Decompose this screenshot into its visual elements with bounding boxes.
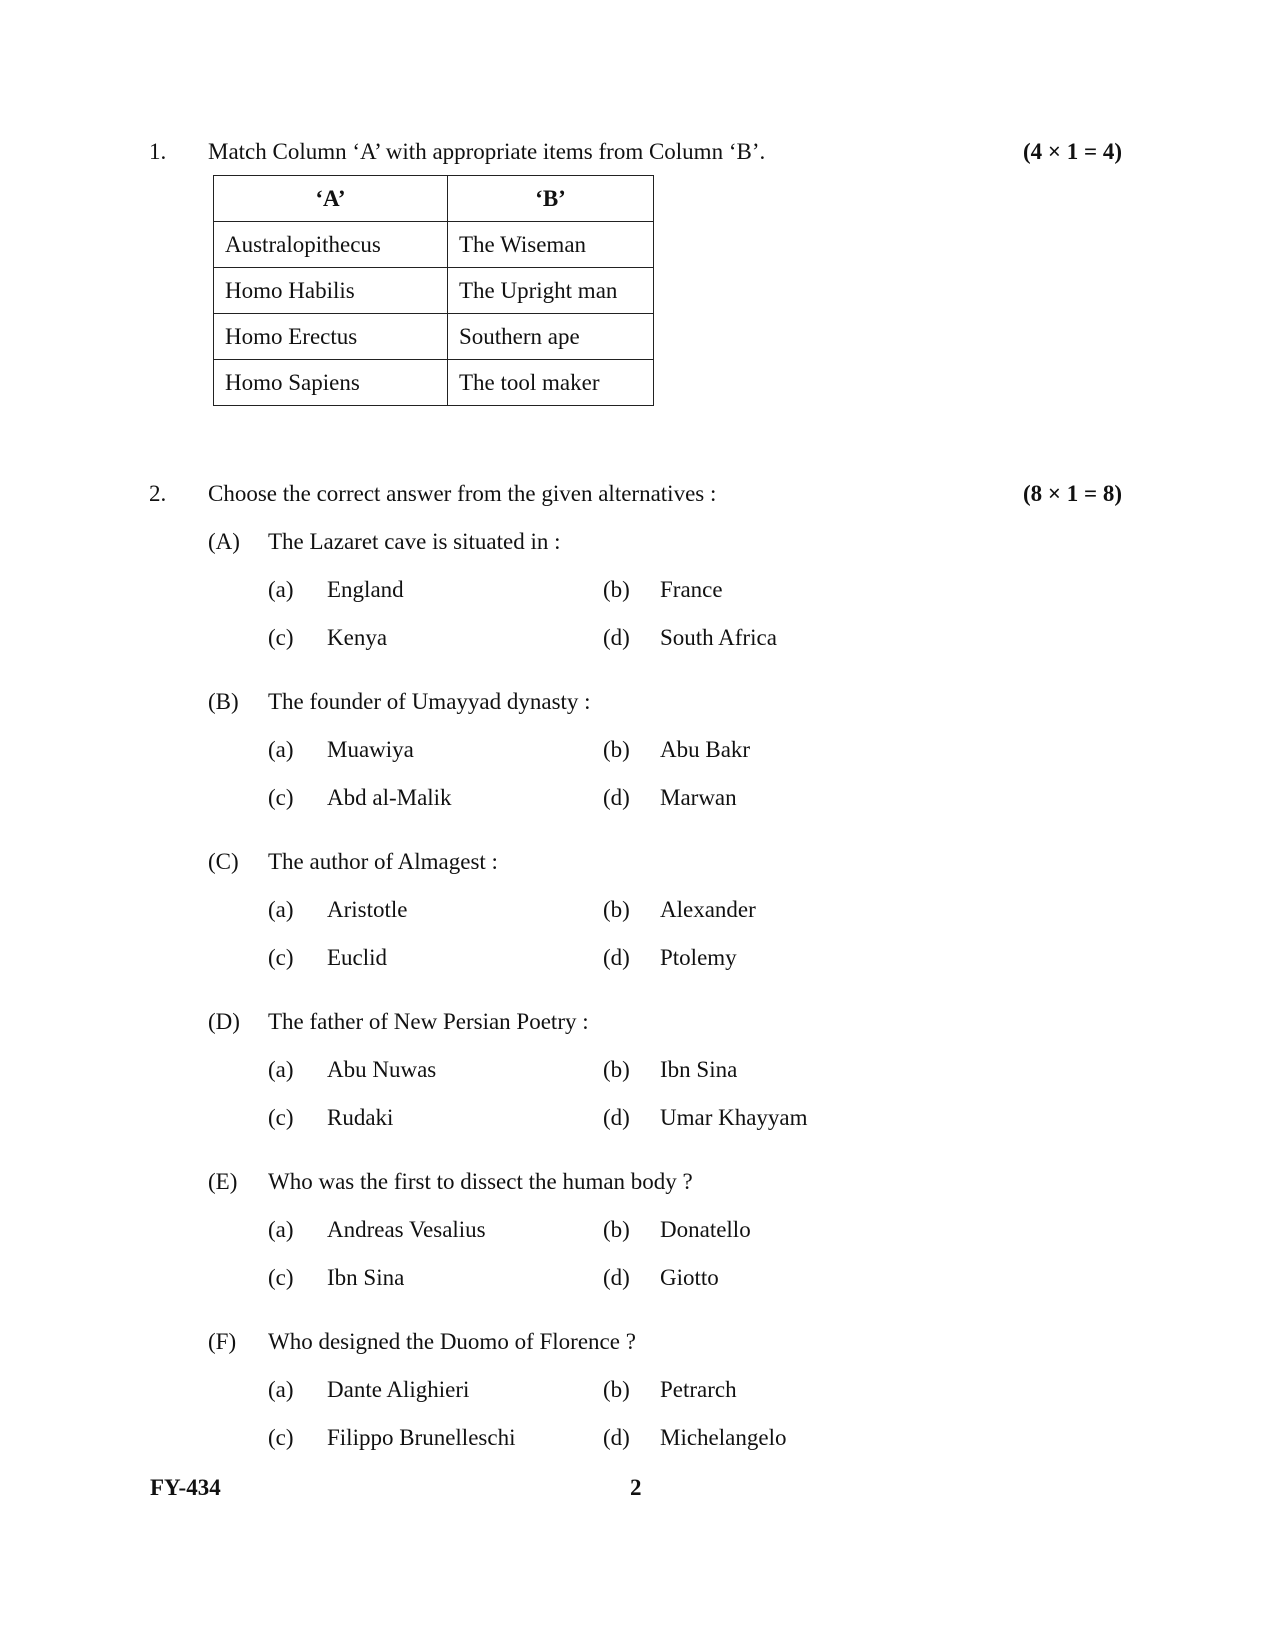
q1-marks: (4 × 1 = 4) [1022,139,1122,164]
option-text: Ibn Sina [327,1265,405,1290]
table-row [214,314,654,360]
option-text: Filippo Brunelleschi [327,1425,516,1450]
option-label: (b) [603,737,630,762]
option-text: Rudaki [327,1105,394,1130]
option-text: Umar Khayyam [660,1105,808,1130]
option-text: Abd al-Malik [327,785,452,810]
option-text: Giotto [660,1265,719,1290]
column-a-cell: Homo Sapiens [214,360,448,406]
option-label: (a) [268,737,294,762]
table-header-row [214,176,654,222]
column-b-header: ‘B’ [448,176,654,222]
option-text: Abu Bakr [660,737,751,762]
sub-question-label: (E) [208,1169,238,1194]
option-label: (b) [603,1377,630,1402]
option-text: Ptolemy [660,945,737,970]
sub-question-text: The Lazaret cave is situated in : [268,529,561,554]
column-b-cell: The Wiseman [448,222,654,268]
option-label: (c) [268,1425,294,1450]
option-label: (d) [603,625,630,650]
column-b-cell: The tool maker [448,360,654,406]
sub-question-label: (D) [208,1009,240,1034]
sub-question-label: (A) [208,529,240,554]
option-text: Petrarch [660,1377,737,1402]
match-table [213,175,654,406]
option-text: France [660,577,723,602]
option-text: Euclid [327,945,388,970]
option-label: (a) [268,1057,294,1082]
sub-question-label: (F) [208,1329,237,1354]
column-a-header: ‘A’ [214,176,448,222]
option-text: Abu Nuwas [327,1057,437,1082]
q2-number: 2. [149,481,167,506]
option-label: (c) [268,625,294,650]
option-label: (a) [268,897,294,922]
q2-text: Choose the correct answer from the given alternatives : [208,481,717,506]
option-text: Muawiya [327,737,414,762]
table-row [214,268,654,314]
option-label: (b) [603,897,630,922]
table-row [214,360,654,406]
option-text: Ibn Sina [660,1057,738,1082]
option-label: (d) [603,945,630,970]
column-a-cell: Homo Habilis [214,268,448,314]
sub-question-text: The father of New Persian Poetry : [268,1009,589,1034]
sub-question-label: (B) [208,689,239,714]
option-text: Donatello [660,1217,751,1242]
option-label: (b) [603,1057,630,1082]
option-text: Kenya [327,625,388,650]
option-label: (d) [603,1265,630,1290]
column-b-cell: The Upright man [448,268,654,314]
option-label: (a) [268,1377,294,1402]
q1-number: 1. [149,139,167,164]
option-text: Michelangelo [660,1425,787,1450]
page-number: 2 [630,1475,642,1500]
table-row [214,222,654,268]
sub-question-text: Who designed the Duomo of Florence ? [268,1329,636,1354]
sub-question-label: (C) [208,849,239,874]
column-a-cell: Homo Erectus [214,314,448,360]
option-text: Alexander [660,897,756,922]
option-text: Marwan [660,785,737,810]
option-label: (d) [603,1425,630,1450]
sub-question-text: The author of Almagest : [268,849,498,874]
option-text: Andreas Vesalius [327,1217,486,1242]
option-text: Dante Alighieri [327,1377,470,1402]
sub-question-text: Who was the first to dissect the human body ? [268,1169,693,1194]
option-text: England [327,577,404,602]
q1-text: Match Column ‘A’ with appropriate items from Column ‘B’. [208,139,766,164]
option-label: (c) [268,945,294,970]
option-label: (c) [268,785,294,810]
column-b-cell: Southern ape [448,314,654,360]
column-a-cell: Australopithecus [214,222,448,268]
option-label: (d) [603,785,630,810]
q2-marks: (8 × 1 = 8) [1022,481,1122,506]
option-label: (b) [603,577,630,602]
option-label: (a) [268,577,294,602]
sub-question-text: The founder of Umayyad dynasty : [268,689,591,714]
option-label: (a) [268,1217,294,1242]
option-text: South Africa [660,625,777,650]
option-label: (d) [603,1105,630,1130]
paper-code: FY-434 [150,1475,221,1500]
option-label: (c) [268,1105,294,1130]
option-label: (b) [603,1217,630,1242]
option-text: Aristotle [327,897,408,922]
option-label: (c) [268,1265,294,1290]
